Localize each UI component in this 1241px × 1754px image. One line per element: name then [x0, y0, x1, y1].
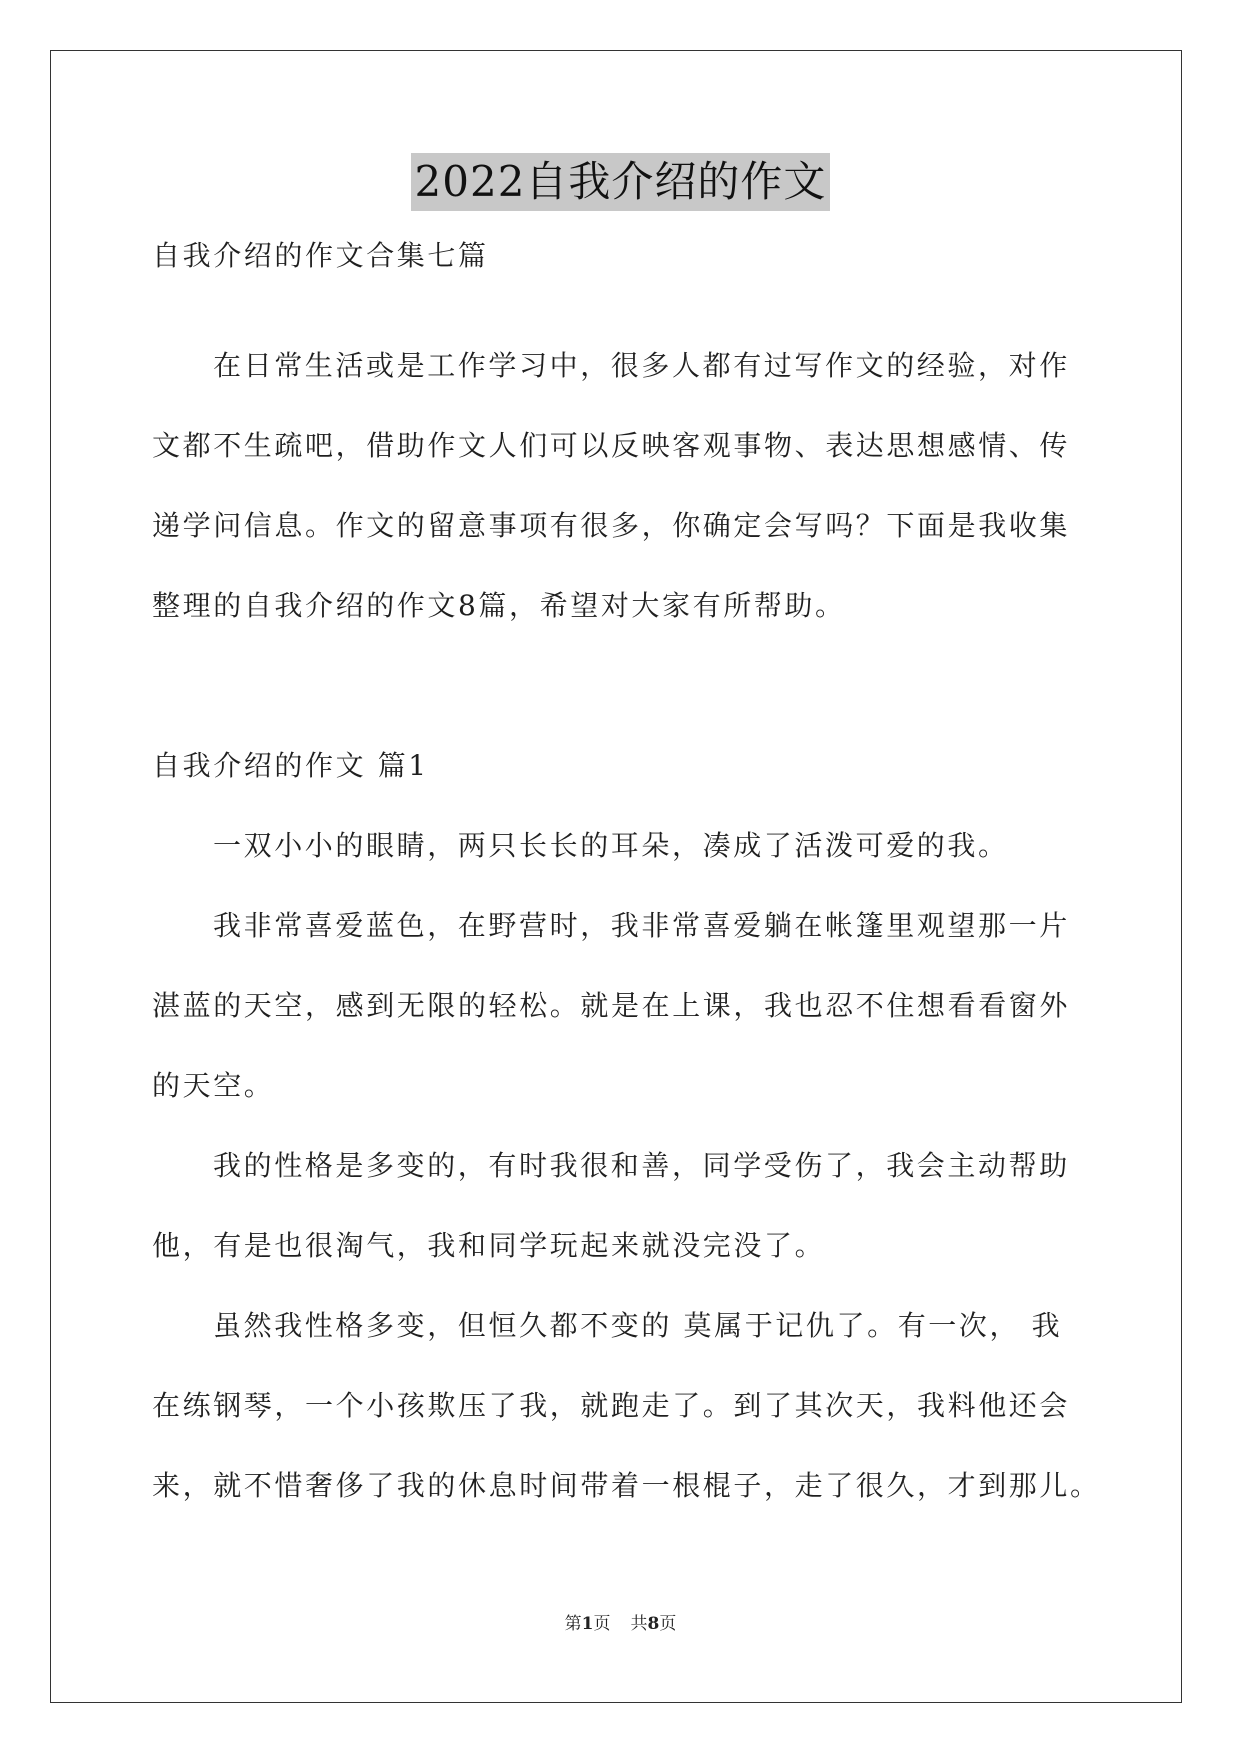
body-line: 在练钢琴，一个小孩欺压了我，就跑走了。到了其次天，我料他还会 [152, 1389, 1071, 1422]
document-title: 2022自我介绍的作文 [411, 153, 831, 211]
body-line: 来，就不惜奢侈了我的休息时间带着一根棍子，走了很久，才到那儿。 [152, 1469, 1101, 1502]
document-subtitle: 自我介绍的作文合集七篇 [152, 239, 489, 272]
title-wrap [0, 153, 1241, 211]
intro-line: 在日常生活或是工作学习中，很多人都有过写作文的经验，对作 [213, 349, 1070, 382]
page-prefix: 第 [564, 1614, 582, 1634]
body-line: 他，有是也很淘气，我和同学玩起来就没完没了。 [152, 1229, 826, 1262]
page-current: 1 [581, 1614, 594, 1634]
body-line: 我非常喜爱蓝色，在野营时，我非常喜爱躺在帐篷里观望那一片 [213, 909, 1070, 942]
body-line: 湛蓝的天空，感到无限的轻松。就是在上课，我也忍不住想看看窗外 [152, 989, 1071, 1022]
page-suffix: 页 [593, 1614, 611, 1634]
body-line: 我的性格是多变的，有时我很和善，同学受伤了，我会主动帮助 [213, 1149, 1070, 1182]
intro-line: 整理的自我介绍的作文8篇，希望对大家有所帮助。 [152, 589, 846, 622]
intro-line: 递学问信息。作文的留意事项有很多，你确定会写吗？下面是我收集 [152, 509, 1071, 542]
body-line: 虽然我性格多变，但恒久都不变的 莫属于记仇了。有一次， 我 [213, 1309, 1063, 1342]
body-line: 一双小小的眼睛，两只长长的耳朵，凑成了活泼可爱的我。 [213, 829, 1009, 862]
intro-line: 文都不生疏吧，借助作文人们可以反映客观事物、表达思想感情、传 [152, 429, 1071, 462]
total-suffix: 页 [659, 1614, 677, 1634]
body-line: 的天空。 [152, 1069, 275, 1102]
page-footer [0, 1612, 1241, 1636]
page-border [50, 50, 1182, 1703]
section-heading: 自我介绍的作文 篇1 [152, 749, 429, 782]
total-prefix: 共 [630, 1614, 648, 1634]
page-total: 8 [647, 1614, 660, 1634]
